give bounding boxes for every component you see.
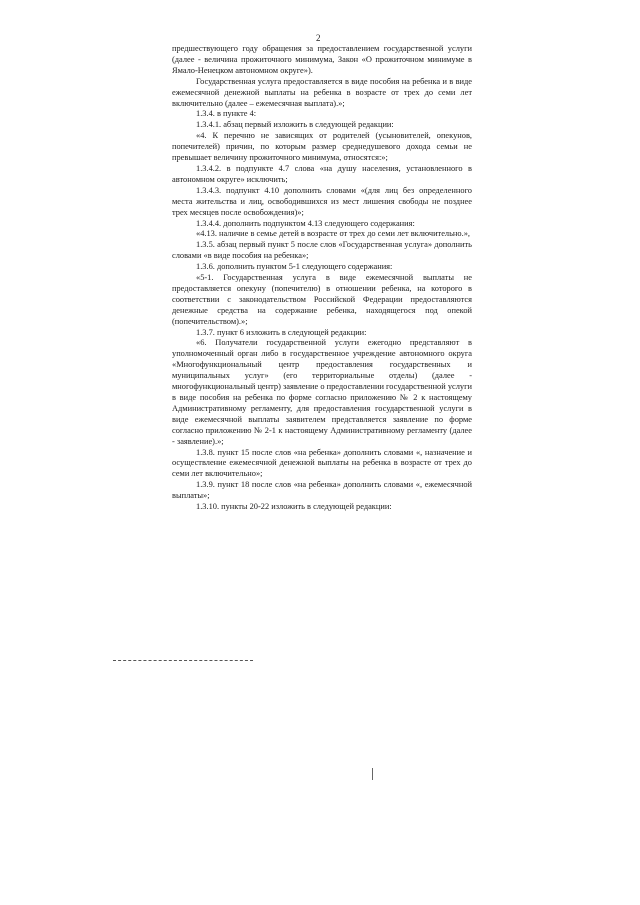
paragraph: 1.3.8. пункт 15 после слов «на ребенка» дополнить словами «, назначение и осуществление ежемесячной денежной выплаты на ребенка в возрасте от трех до семи лет включительно»; xyxy=(172,447,472,479)
paragraph: 1.3.10. пункты 20-22 изложить в следующей редакции: xyxy=(196,502,392,512)
paragraph: 1.3.9. пункт 18 после слов «на ребенка» дополнить словами «, ежемесячной выплаты»; xyxy=(172,480,472,501)
paragraph: «4. К перечню не зависящих от родителей (усыновителей, опекунов, попечителей) причин, по которым размер среднедушевого дохода семьи не превышает величину прожиточного минимума, относятся:»; xyxy=(172,131,472,163)
paragraph: «4.13. наличие в семье детей в возрасте от трех до семи лет включительно.», xyxy=(196,229,470,239)
paragraph: 1.3.5. абзац первый пункт 5 после слов «Государственная услуга» дополнить словами «в виде пособия на ребенка»; xyxy=(172,240,472,261)
paragraph: 1.3.4.3. подпункт 4.10 дополнить словами «(для лиц без определенного места жительства и лиц, освободившихся из мест лишения свободы не позднее трех месяцев после освобождения)»; xyxy=(172,185,472,217)
document-body xyxy=(172,44,472,513)
paragraph: 1.3.4.4. дополнить подпунктом 4.13 следующего содержания: xyxy=(196,218,415,228)
paragraph: 1.3.4.1. абзац первый изложить в следующей редакции: xyxy=(196,120,394,130)
paragraph: 1.3.4.2. в подпункте 4.7 слова «на душу населения, установленного в автономном округе» исключить; xyxy=(172,163,472,184)
page-number: 2 xyxy=(316,33,321,43)
paragraph: предшествующего году обращения за предоставлением государственной услуги (далее - величина прожиточного минимума, Закон «О прожиточном минимуме в Ямало-Ненецком автономном округе»). xyxy=(172,44,472,75)
scan-artifact-line xyxy=(113,660,253,662)
paragraph: «5-1. Государственная услуга в виде ежемесячной выплаты не предоставляется опекуну (попечителю) в отношении ребенка, на которого в соответствии с законодательством Российской Федерации предоставляются денежные средства на содержание ребенка, находящегося под опекой (попечительством).»; xyxy=(172,273,472,326)
paragraph: 1.3.4. в пункте 4: xyxy=(196,109,257,119)
paragraph: Государственная услуга предоставляется в виде пособия на ребенка и в виде ежемесячной денежной выплаты на ребенка в возрасте от трех до семи лет включительно (далее – ежемесячная выплата).»; xyxy=(172,76,472,108)
paragraph: 1.3.7. пункт 6 изложить в следующей редакции: xyxy=(196,327,367,337)
scan-artifact-mark xyxy=(372,768,373,780)
paragraph: «6. Получатели государственной услуги ежегодно представляют в уполномоченный орган либо в государственное учреждение автономного округа «Многофункциональный центр предоставления государственных и муниципальных услуг» (его территориальные отделы) (далее - многофункциональный центр) заявление о предоставлении государственной услуги в виде пособия на ребенка по форме согласно приложению № 2 к настоящему Административному регламенту, для предоставления государственной услуги в виде ежемесячной выплаты заявителем представляется заявление по форме согласно приложению № 2-1 к настоящему Административному регламенту (далее - заявление).»; xyxy=(172,338,473,446)
paragraph: 1.3.6. дополнить пунктом 5-1 следующего содержания: xyxy=(196,262,393,272)
